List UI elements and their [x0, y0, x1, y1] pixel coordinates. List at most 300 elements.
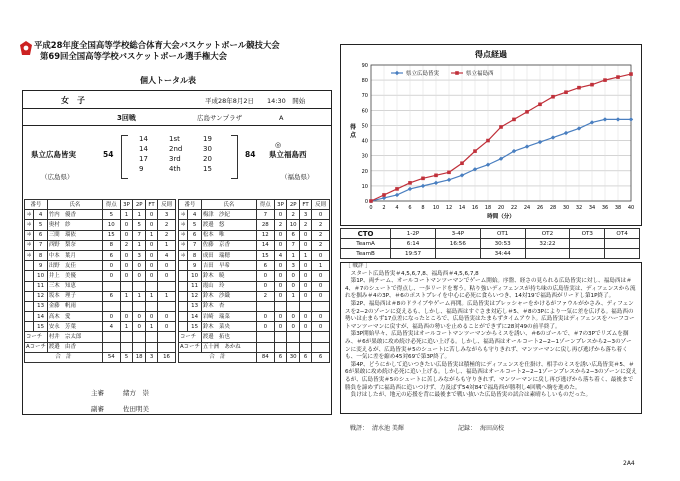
player-number: 11	[34, 281, 48, 291]
team-a-score: 54	[103, 150, 114, 159]
player-ft: 3	[300, 210, 312, 220]
player-p3: 0	[274, 230, 287, 240]
court: A	[279, 114, 284, 122]
data-point	[590, 83, 594, 87]
coach-blank-cell	[158, 342, 176, 352]
stats-column-header: FT	[146, 200, 158, 210]
player-number: 5	[34, 220, 48, 230]
player-row	[179, 230, 330, 240]
review-paragraph: 第2P、福島西は＃8のドライブやゲーム再開。広島皆実はプレッシャーをかけるがファウルがかさみ、ディフェンスを2−2のゾーンに変えるも、しかし、福島西はすぐさま対応し＃5、＃8の3Pにより一気に差を広げる。福島西の勢いは止まらず17点差になったところで、広島皆実はたまらずタイムアウト。広島皆実はディフェンスをハーフコートマンツーマンに戻すが、福島西の勢いを止めることができずに28対49の前半終了。	[345, 300, 635, 330]
coach-blank-cell	[133, 332, 146, 342]
stats-column-header: 氏名	[47, 200, 102, 210]
coach-blank-cell	[256, 342, 274, 352]
player-name: 三間 瑠依	[47, 230, 102, 240]
timeout-cell: TeamB	[341, 249, 391, 259]
starter-mark: ＊	[179, 230, 188, 240]
player-p3: 2	[120, 240, 133, 250]
player-p2: 0	[287, 281, 300, 291]
player-pts: 6	[102, 291, 120, 301]
coach-name: 渡邉 由香	[47, 342, 102, 352]
player-row	[25, 240, 176, 250]
player-number: 15	[34, 322, 48, 332]
main-referee-name: 緒方 崇	[123, 389, 149, 397]
timeout-header: OT3	[570, 229, 605, 239]
player-p2: 1	[287, 291, 300, 301]
player-name: 吉田 早希	[201, 261, 256, 271]
x-tick-label: 20	[497, 205, 505, 211]
total-ft: 6	[300, 352, 312, 362]
stats-column-header: 得点	[256, 200, 274, 210]
stats-header-row	[179, 200, 330, 210]
data-point	[564, 131, 568, 135]
total-row	[25, 352, 176, 362]
player-name: 出野 友佳	[47, 261, 102, 271]
data-point	[577, 126, 581, 130]
player-p2: 7	[133, 230, 146, 240]
player-p3	[120, 301, 133, 311]
player-pts: 5	[102, 210, 120, 220]
team-a-pref: （広島県）	[41, 173, 74, 181]
y-tick-label: 0	[364, 199, 368, 205]
coach-blank-cell	[120, 332, 133, 342]
player-pts: 8	[102, 240, 120, 250]
player-p3	[274, 301, 287, 311]
player-pts: 4	[102, 322, 120, 332]
player-pf: 3	[158, 210, 176, 220]
player-p2: 10	[287, 220, 300, 230]
player-pf: 0	[312, 291, 330, 301]
data-point	[525, 110, 529, 114]
timeout-cell	[605, 239, 640, 249]
stats-column-header: 反則	[312, 200, 330, 210]
stats-header-row	[25, 200, 176, 210]
player-row	[179, 250, 330, 260]
player-pf: 1	[158, 291, 176, 301]
data-point	[421, 184, 425, 188]
x-tick-label: 32	[575, 205, 583, 211]
player-pf: 0	[312, 312, 330, 322]
starter-mark	[25, 322, 34, 332]
stats-column-header: 2P	[287, 200, 300, 210]
coach-blank-cell	[287, 332, 300, 342]
venue: 広島サンプラザ	[197, 114, 243, 122]
y-tick-label: 10	[361, 183, 368, 190]
player-pf: 0	[158, 312, 176, 322]
player-pts: 10	[102, 220, 120, 230]
player-p2: 0	[133, 322, 146, 332]
player-row	[179, 301, 330, 311]
player-pts	[102, 301, 120, 311]
quarter-score-a: 9	[139, 165, 144, 173]
player-name: 成田 瑞穂	[201, 250, 256, 260]
player-pf: 4	[158, 250, 176, 260]
player-name: 竹内 優香	[47, 210, 102, 220]
tournament-title	[34, 40, 280, 62]
data-point	[564, 90, 568, 94]
player-name: 鈴木 菜央	[201, 322, 256, 332]
stats-column-header: 3P	[274, 200, 287, 210]
player-number: 8	[34, 250, 48, 260]
player-pf: 0	[312, 322, 330, 332]
player-p2: 1	[133, 240, 146, 250]
player-pf: 0	[312, 250, 330, 260]
coach-blank-cell	[300, 342, 312, 352]
stats-column-header: 氏名	[201, 200, 256, 210]
reporter-name: 清水池 美輝	[372, 425, 404, 432]
stats-column-header: 番号	[179, 200, 202, 210]
player-number: 7	[34, 240, 48, 250]
player-p2: 0	[287, 312, 300, 322]
data-point	[395, 187, 399, 191]
timeout-row	[341, 239, 640, 249]
player-pf: 1	[158, 240, 176, 250]
coach-blank-cell	[102, 342, 120, 352]
player-row	[179, 281, 330, 291]
player-pf: 2	[158, 220, 176, 230]
data-point	[447, 170, 451, 174]
data-point	[434, 174, 438, 178]
review-paragraph: 第4P、どうにかして追いつきたい広島皆実は積極的にディフェンスを仕掛け、相手のミスを誘い広島皆実＃5、＃6が果敢に攻め続け必死に追い上げる。しかし、福島西はオールコート2−2−1ゾーンプレスから2−3のゾーンに変えるが、広島皆実＃5のシュートに苦しみながらも守りきれず、マンツーマンに戻し再び逃げから落ち着く、最後まで勝負を諦めずに福島西に追いつけず、力及ばず54対84で福島西が勝利し4回戦へ駒を進めた。	[345, 361, 637, 391]
data-point	[629, 117, 633, 121]
player-p3: 4	[274, 250, 287, 260]
starter-mark	[179, 322, 188, 332]
player-pf: 2	[312, 230, 330, 240]
title-line-2: 第69回全国高等学校バスケットボール選手権大会	[40, 51, 227, 61]
player-p3: 0	[274, 240, 287, 250]
x-axis-label: 時間（分）	[487, 214, 515, 220]
x-tick-label: 10	[432, 205, 440, 211]
review-paragraph: 第3P開始早々、広島皆実はオールコートマンツーマンからミスを誘い、＃6のゴールで、＃7の3Pでリズムを掴み、＃6が果敢に攻め続け必死に追い上げる。しかし、福島西はオールコート2−2−1ゾーンプレスから2−3のゾーンに変えるが、広島皆実＃5のシュートに苦しみながらも守りきれず、マンツーマンに戻し再び逃げから落ち着くも、一気に差を縮め45対69で第3P終了。	[345, 331, 632, 361]
data-point	[382, 193, 386, 197]
player-p3: 0	[274, 322, 287, 332]
player-number: 13	[188, 301, 202, 311]
quarter-score-b: 19	[203, 135, 212, 143]
recorder-name: 海田高校	[480, 425, 505, 432]
player-pts: 0	[256, 281, 274, 291]
player-ft: 1	[300, 250, 312, 260]
player-pts: 0	[256, 271, 274, 281]
timeout-cell: 30:53	[480, 239, 525, 249]
coach-blank-cell	[312, 332, 330, 342]
player-p3: 0	[274, 210, 287, 220]
player-row	[25, 220, 176, 230]
starter-mark	[25, 261, 34, 271]
x-tick-label: 16	[471, 205, 479, 211]
date-time: 平成28年8月2日 14:30 開始	[205, 97, 306, 105]
x-tick-label: 26	[536, 205, 544, 211]
player-number: 10	[188, 271, 202, 281]
player-p3: 0	[120, 271, 133, 281]
player-row	[179, 291, 330, 301]
legend-label: 県立広島皆実	[406, 71, 440, 77]
timeout-table	[340, 228, 640, 259]
y-axis-label: 点	[349, 132, 357, 139]
player-name: 奥村 紗	[47, 220, 102, 230]
data-point	[551, 95, 555, 99]
player-p2: 1	[287, 250, 300, 260]
quarter-score-b: 20	[203, 155, 212, 163]
coach-label: コーチ	[179, 332, 202, 342]
player-p3: 0	[120, 220, 133, 230]
player-name: 金藤 帆雨	[47, 301, 102, 311]
legend-marker	[395, 71, 399, 75]
player-ft: 0	[300, 261, 312, 271]
y-tick-label: 70	[361, 93, 368, 100]
y-tick-label: 30	[361, 153, 368, 160]
player-p2: 0	[133, 312, 146, 322]
player-row	[25, 230, 176, 240]
starter-mark	[179, 291, 188, 301]
player-pf: 0	[158, 322, 176, 332]
quarter-score-a: 17	[139, 155, 148, 163]
round-label: 3回戦	[117, 114, 136, 122]
data-point	[473, 149, 477, 153]
starter-mark: ＊	[179, 220, 188, 230]
coach-label: Aコーチ	[25, 342, 48, 352]
player-pf	[158, 281, 176, 291]
player-pf: 1	[312, 261, 330, 271]
individual-total-panel	[22, 90, 332, 415]
player-row	[179, 261, 330, 271]
data-point	[551, 135, 555, 139]
y-tick-label: 60	[361, 108, 368, 115]
team-b-mark: ◎	[275, 141, 282, 149]
quarter-score-b: 30	[203, 145, 212, 153]
quarter-score-b: 15	[203, 165, 212, 173]
data-point	[486, 139, 490, 143]
player-ft: 0	[146, 250, 158, 260]
timeout-header-row	[341, 229, 640, 239]
coach-blank-cell	[133, 342, 146, 352]
starter-mark	[25, 312, 34, 322]
player-number: 12	[188, 291, 202, 301]
player-number: 9	[188, 261, 202, 271]
player-number: 4	[34, 210, 48, 220]
score-progress-chart	[340, 44, 642, 226]
player-pts: 0	[256, 322, 274, 332]
coach-name: 渡邊 拓也	[201, 332, 256, 342]
player-ft: 1	[146, 291, 158, 301]
team-a-stats-table	[24, 199, 176, 363]
review-paragraph: 第1P、両チーム、オールコートマンツーマンでゲーム開始。序盤、経さの見られる広島皆実に対し、福島西は＃4、＃7のシュートで得点し、一歩リードを奪う。粘り強いディフェンスが持ち味の広島皆実は、ディフェンスから流れを掴み＃4の3P、＃6のポストプレイを中心に必死に食らいつき、14対19で福島西がリードし第1P終了。	[345, 278, 636, 300]
player-ft: 0	[300, 322, 312, 332]
team-b-name: 県立福島西	[269, 150, 307, 159]
starter-mark	[25, 281, 34, 291]
coach-blank-cell	[120, 342, 133, 352]
player-p3: 0	[274, 271, 287, 281]
coach-blank-cell	[256, 332, 274, 342]
timeout-cell	[605, 249, 640, 259]
player-ft	[146, 281, 158, 291]
data-point	[395, 193, 399, 197]
coach-blank-cell	[274, 342, 287, 352]
player-row	[25, 312, 176, 322]
coach-name: 五十洲 あかね	[201, 342, 256, 352]
player-name: 佐藤 京香	[201, 240, 256, 250]
x-tick-label: 36	[601, 205, 609, 211]
player-name: 松本 唯	[201, 230, 256, 240]
quarter-label: 3rd	[169, 155, 181, 163]
player-ft: 0	[146, 261, 158, 271]
player-p3: 0	[120, 312, 133, 322]
review-heading: ［ 戦評 ］	[345, 263, 371, 269]
total-p2: 30	[287, 352, 300, 362]
player-row	[25, 301, 176, 311]
player-row	[25, 261, 176, 271]
timeout-cell: TeamA	[341, 239, 391, 249]
timeout-cell	[570, 239, 605, 249]
starter-mark: ＊	[25, 210, 34, 220]
page-code: 2A4	[623, 460, 635, 467]
player-p3: 0	[274, 281, 287, 291]
timeout-header: 1-2P	[391, 229, 436, 239]
stats-column-header: 番号	[25, 200, 48, 210]
x-tick-label: 12	[445, 205, 453, 211]
data-point	[512, 118, 516, 122]
player-ft: 0	[146, 312, 158, 322]
player-p3: 0	[274, 291, 287, 301]
coach-blank-cell	[312, 342, 330, 352]
total-p2: 18	[133, 352, 146, 362]
starter-mark: ＊	[179, 210, 188, 220]
player-p2: 1	[133, 291, 146, 301]
player-p3: 0	[274, 312, 287, 322]
player-ft: 0	[146, 220, 158, 230]
total-pts: 84	[256, 352, 274, 362]
starter-mark	[179, 301, 188, 311]
timeout-cell	[435, 249, 480, 259]
player-name: 梅津 沙紀	[201, 210, 256, 220]
player-ft: 0	[146, 210, 158, 220]
coach-row	[25, 342, 176, 352]
player-number: 12	[34, 291, 48, 301]
x-tick-label: 38	[614, 205, 622, 211]
player-p2: 0	[287, 322, 300, 332]
x-tick-label: 18	[484, 205, 492, 211]
data-point	[590, 120, 594, 124]
player-number: 6	[34, 230, 48, 240]
player-p2: 0	[133, 271, 146, 281]
player-name: 鈴木 暁	[201, 271, 256, 281]
total-row	[179, 352, 330, 362]
player-pts	[102, 281, 120, 291]
timeout-cell	[570, 249, 605, 259]
player-p2: 2	[287, 210, 300, 220]
player-row	[25, 250, 176, 260]
player-pf: 0	[158, 271, 176, 281]
x-tick-label: 0	[369, 205, 373, 211]
coach-row	[179, 332, 330, 342]
coach-label: Aコーチ	[179, 342, 202, 352]
stats-column-header: FT	[300, 200, 312, 210]
player-pts: 12	[256, 230, 274, 240]
coach-blank-cell	[300, 332, 312, 342]
player-name: 井上 美優	[47, 271, 102, 281]
player-p3: 0	[274, 261, 287, 271]
player-pts: 15	[256, 250, 274, 260]
player-pts: 2	[256, 291, 274, 301]
main-referee-label: 主審	[91, 389, 104, 397]
starter-mark: ＊	[25, 240, 34, 250]
player-pf: 0	[312, 281, 330, 291]
starter-mark: ＊	[25, 250, 34, 260]
quarter-label: 4th	[169, 165, 181, 173]
player-row	[179, 312, 330, 322]
player-number: 5	[188, 220, 202, 230]
player-pts: 0	[102, 312, 120, 322]
player-number: 13	[34, 301, 48, 311]
starter-mark: ＊	[25, 220, 34, 230]
data-point	[369, 199, 373, 203]
player-pf: 0	[158, 261, 176, 271]
team-a-name: 県立広島皆実	[31, 150, 76, 159]
coach-blank-cell	[274, 332, 287, 342]
data-point	[616, 75, 620, 79]
timeout-cell: 34:44	[480, 249, 525, 259]
x-tick-label: 14	[458, 205, 466, 211]
player-p2	[287, 301, 300, 311]
player-p2: 3	[287, 261, 300, 271]
game-review	[340, 262, 642, 414]
player-p3: 1	[120, 210, 133, 220]
gender-label: 女 子	[61, 96, 85, 105]
data-point	[603, 78, 607, 82]
player-pts: 15	[102, 230, 120, 240]
player-pts: 0	[102, 271, 120, 281]
player-name: 鈴木 杏	[201, 301, 256, 311]
starter-mark: ＊	[25, 230, 34, 240]
coach-row	[179, 342, 330, 352]
data-point	[538, 102, 542, 106]
starter-mark	[25, 271, 34, 281]
total-p3: 6	[274, 352, 287, 362]
player-name: 霞山 玲	[201, 281, 256, 291]
stats-column-header: 2P	[133, 200, 146, 210]
x-tick-label: 6	[408, 205, 412, 211]
player-number: 14	[188, 312, 202, 322]
player-number: 11	[188, 281, 202, 291]
total-p3: 5	[120, 352, 133, 362]
player-row	[179, 271, 330, 281]
player-name: 岩崎 瑞菜	[201, 312, 256, 322]
starter-mark	[25, 301, 34, 311]
player-row	[179, 240, 330, 250]
player-ft: 0	[300, 281, 312, 291]
player-number: 8	[188, 250, 202, 260]
data-point	[460, 173, 464, 177]
x-tick-label: 22	[510, 205, 518, 211]
coach-blank-cell	[146, 332, 158, 342]
data-point	[603, 117, 607, 121]
starter-mark	[179, 281, 188, 291]
tournament-emblem-icon	[20, 40, 32, 54]
player-ft: 0	[300, 230, 312, 240]
coach-name: 村井 宗太郎	[47, 332, 102, 342]
data-point	[499, 125, 503, 129]
data-point	[629, 72, 633, 76]
player-ft: 0	[300, 291, 312, 301]
player-name: 鈴木 沙織	[201, 291, 256, 301]
x-tick-label: 2	[382, 205, 386, 211]
player-name: 渡邊 悠	[201, 220, 256, 230]
data-point	[525, 144, 529, 148]
y-tick-label: 80	[361, 78, 368, 85]
player-name: 三木 知恵	[47, 281, 102, 291]
player-p3: 0	[120, 230, 133, 240]
player-number: 15	[188, 322, 202, 332]
player-pts: 0	[102, 261, 120, 271]
score-chart-svg	[341, 45, 641, 225]
